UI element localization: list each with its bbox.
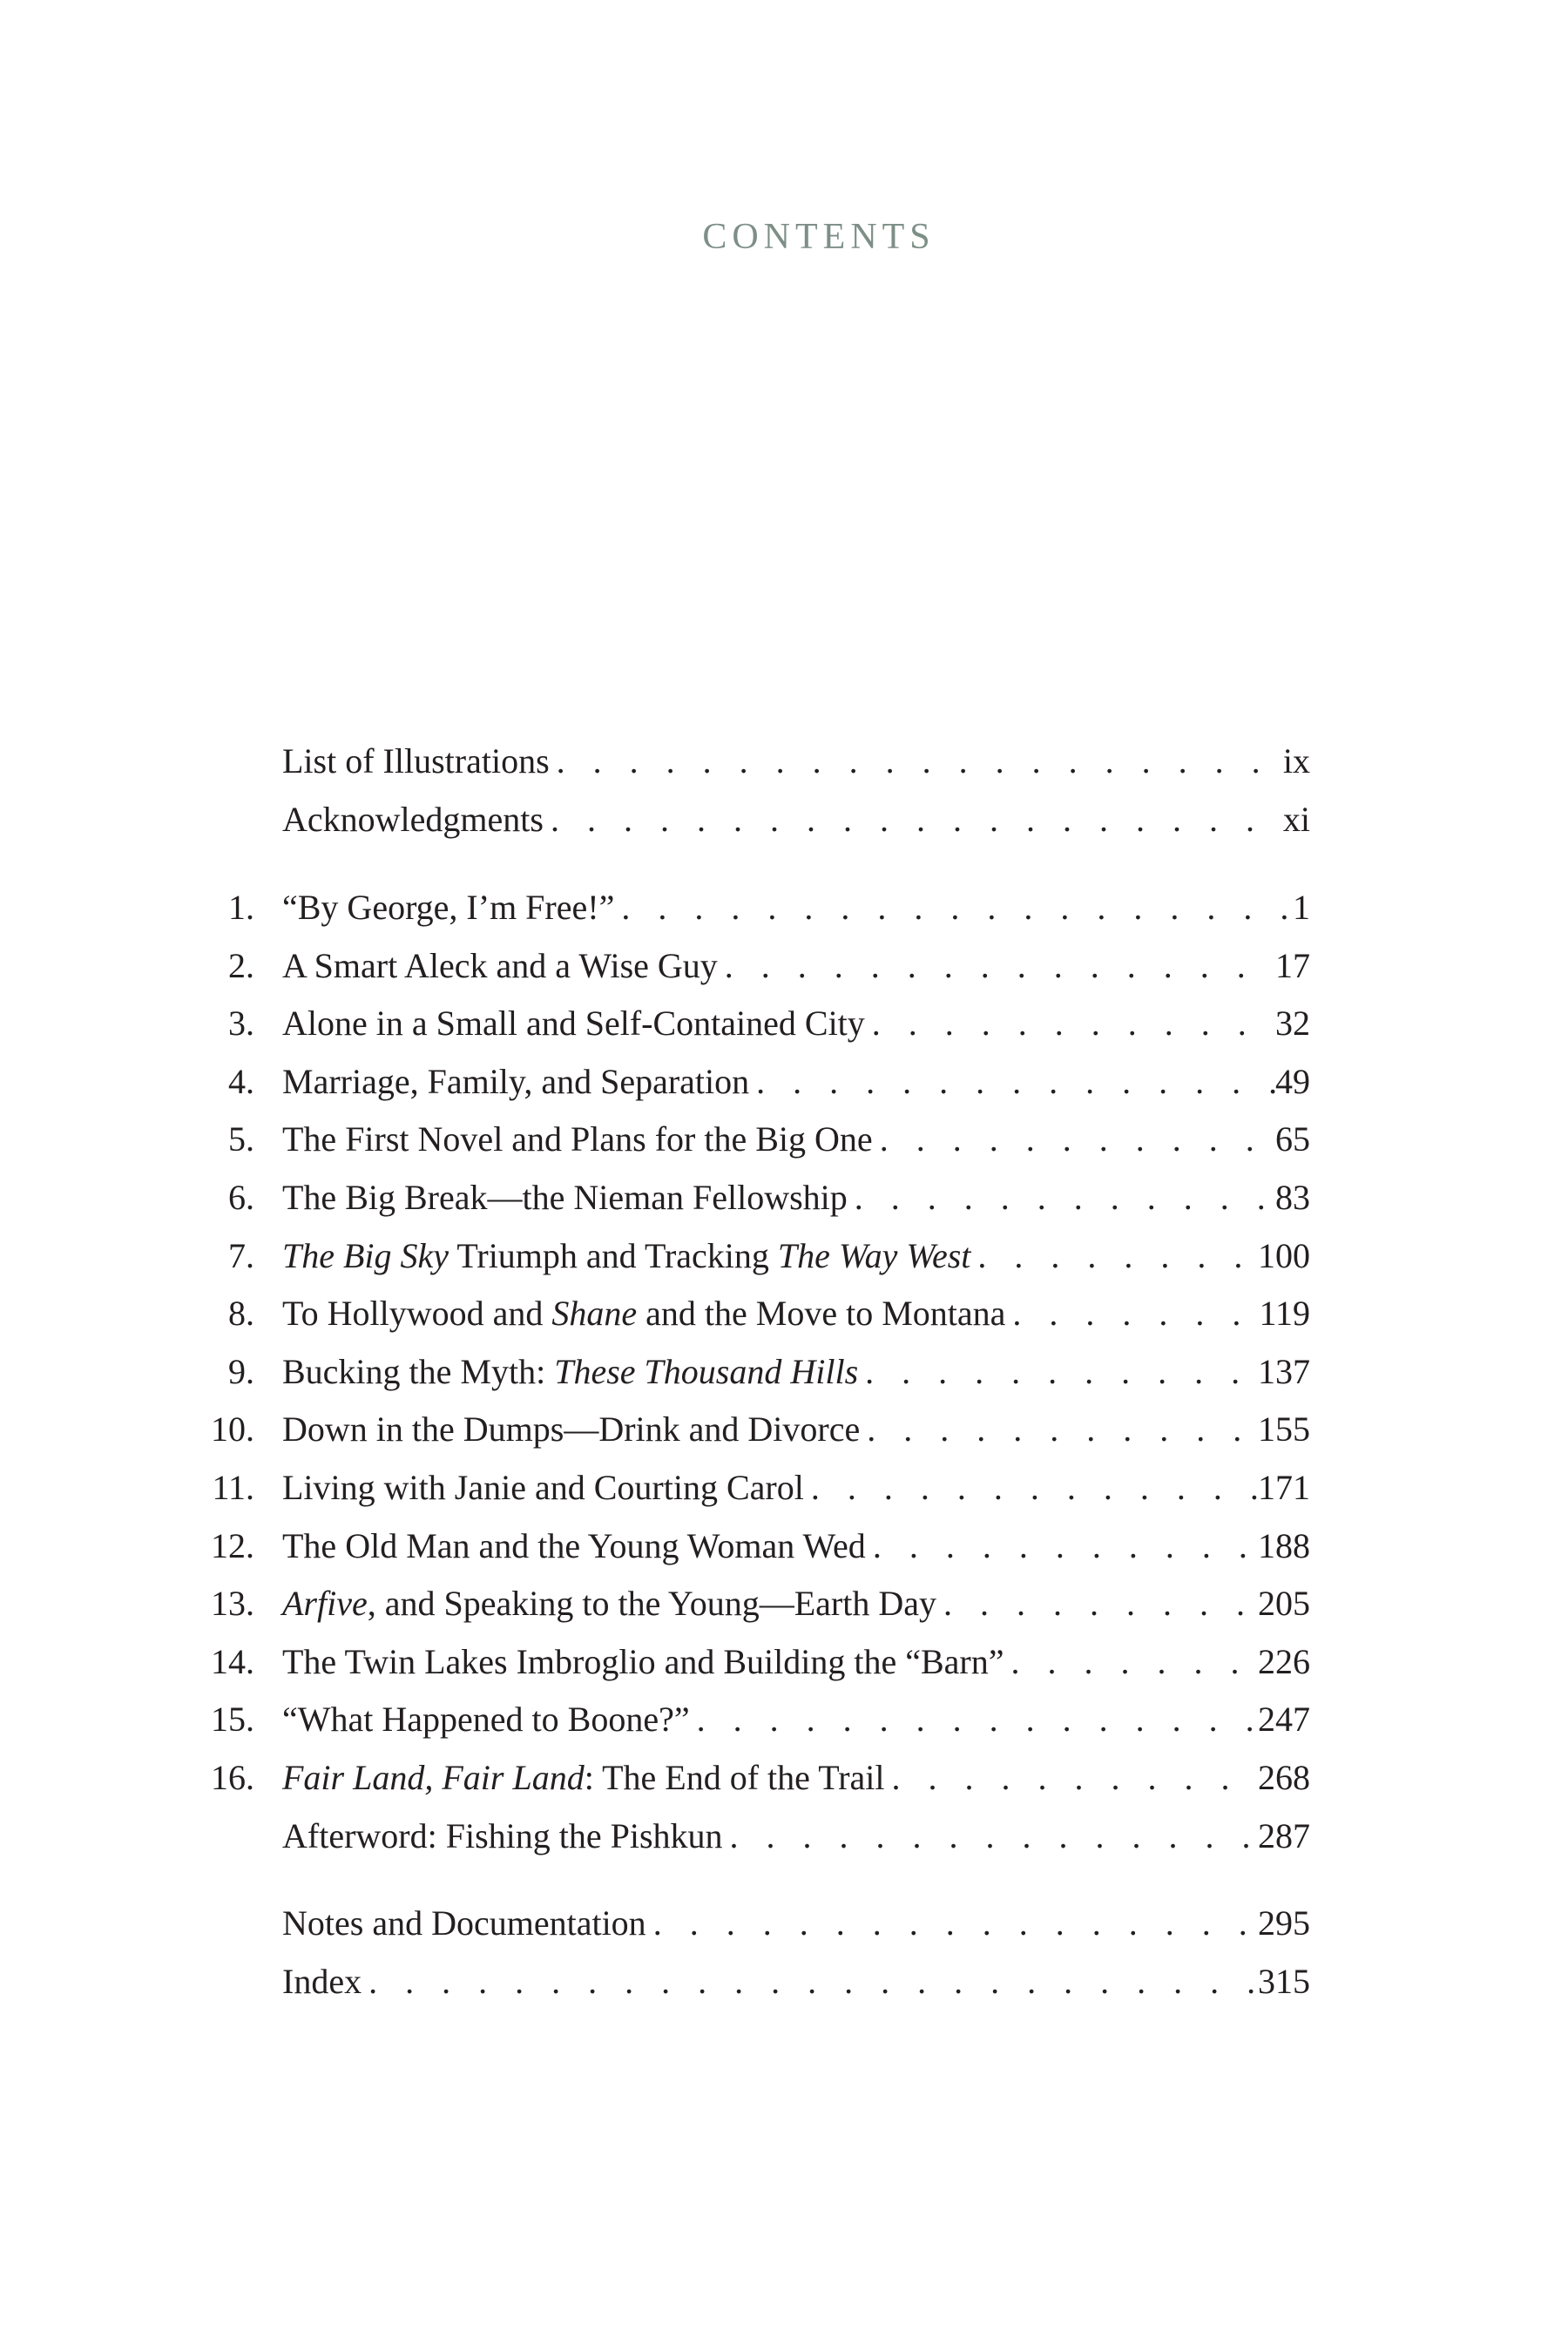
toc-entry[interactable] — [204, 940, 1310, 992]
entry-title-text: Afterword: Fishing the Pishkun — [282, 1816, 723, 1855]
toc-entry[interactable] — [204, 882, 1310, 934]
toc-entry[interactable] — [204, 1056, 1310, 1108]
toc-entry[interactable] — [204, 997, 1310, 1050]
entry-title — [282, 1636, 1004, 1688]
dot-leader — [866, 1520, 1258, 1572]
entry-title-text: “By George, I’m Free!” — [282, 888, 615, 927]
entry-title — [282, 1578, 936, 1630]
entry-title — [282, 1693, 690, 1746]
dot-leader — [544, 794, 1283, 846]
entry-page-number: 295 — [1258, 1903, 1310, 1943]
entry-page-number: 119 — [1259, 1294, 1310, 1333]
toc-entry[interactable] — [204, 1462, 1310, 1514]
entry-title-text: The Twin Lakes Imbroglio and Building the “Barn” — [282, 1642, 1004, 1681]
entry-title — [282, 940, 718, 992]
entry-title-italic: These Thousand Hills — [554, 1352, 859, 1391]
dot-leader — [1005, 1288, 1259, 1340]
entry-number: 9. — [228, 1352, 254, 1391]
entry-title-italic: Shane — [551, 1294, 638, 1333]
entry-title-text: : The End of the Trail — [584, 1758, 885, 1797]
toc-entry[interactable] — [204, 1288, 1310, 1340]
dot-leader — [865, 997, 1275, 1050]
dot-leader — [362, 1956, 1258, 2008]
entry-title-text: Bucking the Myth: — [282, 1352, 555, 1391]
toc-entry[interactable] — [204, 1346, 1310, 1398]
dot-leader — [936, 1578, 1258, 1630]
entry-number: 14. — [211, 1642, 254, 1681]
entry-title-italic: Arfive — [282, 1584, 368, 1623]
dot-leader — [690, 1693, 1258, 1746]
dot-leader — [614, 882, 1293, 934]
dot-leader — [970, 1230, 1258, 1282]
toc-entry[interactable] — [204, 735, 1310, 787]
entry-title — [282, 882, 614, 934]
entry-title-text: To Hollywood and — [282, 1294, 552, 1333]
entry-title — [282, 1346, 858, 1398]
entry-number: 1. — [228, 888, 254, 927]
dot-leader — [804, 1462, 1258, 1514]
entry-title-text: Down in the Dumps—Drink and Divorce — [282, 1409, 861, 1449]
dot-leader — [848, 1172, 1275, 1224]
toc-entry[interactable] — [204, 1693, 1310, 1746]
entry-title-text: The Big Break—the Nieman Fellowship — [282, 1178, 848, 1217]
entry-title — [282, 1956, 362, 2008]
entry-title — [282, 1230, 970, 1282]
entry-title — [282, 1172, 848, 1224]
dot-leader — [860, 1403, 1258, 1456]
entry-page-number: 17 — [1275, 946, 1310, 985]
dot-leader — [885, 1752, 1258, 1804]
dot-leader — [718, 940, 1275, 992]
entry-title-text: Alone in a Small and Self-Contained City — [282, 1004, 865, 1043]
entry-page-number: 83 — [1275, 1178, 1310, 1217]
entry-title — [282, 1403, 860, 1456]
toc-entry[interactable] — [204, 1810, 1310, 1862]
entry-page-number: 205 — [1258, 1584, 1310, 1623]
entry-number: 2. — [228, 946, 254, 985]
entry-page-number: 65 — [1275, 1119, 1310, 1159]
entry-number: 3. — [228, 1004, 254, 1043]
entry-title — [282, 1897, 646, 1950]
entry-title-italic: The Way West — [777, 1236, 971, 1275]
entry-page-number: 226 — [1258, 1642, 1310, 1681]
dot-leader — [550, 735, 1283, 787]
toc-entry[interactable] — [204, 1113, 1310, 1166]
entry-page-number: 32 — [1275, 1004, 1310, 1043]
entry-title — [282, 794, 544, 846]
toc-entry[interactable] — [204, 1230, 1310, 1282]
entry-title-text: and the Move to Montana — [637, 1294, 1006, 1333]
entry-title-text: The Old Man and the Young Woman Wed — [282, 1526, 866, 1565]
toc-entry[interactable] — [204, 1520, 1310, 1572]
entry-title-text: Notes and Documentation — [282, 1903, 646, 1943]
entry-page-number: 1 — [1293, 888, 1310, 927]
entry-title-text: Index — [282, 1962, 362, 2001]
entry-title — [282, 1752, 885, 1804]
entry-title — [282, 1288, 1005, 1340]
entry-title — [282, 1520, 866, 1572]
entry-title — [282, 1462, 804, 1514]
entry-page-number: 315 — [1258, 1962, 1310, 2001]
entry-number: 10. — [211, 1409, 254, 1449]
entry-page-number: 137 — [1258, 1352, 1310, 1391]
entry-title-text: Marriage, Family, and Separation — [282, 1062, 750, 1101]
toc-entry[interactable] — [204, 1752, 1310, 1804]
entry-title-text: , and Speaking to the Young—Earth Day — [367, 1584, 936, 1623]
toc-entry[interactable] — [204, 1636, 1310, 1688]
entry-number: 15. — [211, 1700, 254, 1739]
entry-title-text: Living with Janie and Courting Carol — [282, 1468, 804, 1507]
toc-entry[interactable] — [204, 1956, 1310, 2008]
entry-number: 8. — [228, 1294, 254, 1333]
entry-page-number: ix — [1282, 741, 1310, 781]
entry-page-number: 100 — [1258, 1236, 1310, 1275]
entry-title-italic: Fair Land, Fair Land — [282, 1758, 585, 1797]
toc-entry[interactable] — [204, 794, 1310, 846]
entry-title-text: The First Novel and Plans for the Big One — [282, 1119, 873, 1159]
dot-leader — [873, 1113, 1275, 1166]
entry-page-number: 268 — [1258, 1758, 1310, 1797]
toc-entry[interactable] — [204, 1578, 1310, 1630]
entry-title-text: A Smart Aleck and a Wise Guy — [282, 946, 718, 985]
entry-page-number: 171 — [1258, 1468, 1310, 1507]
entry-page-number: 287 — [1258, 1816, 1310, 1855]
entry-page-number: 247 — [1258, 1700, 1310, 1739]
entry-title-italic: The Big Sky — [282, 1236, 449, 1275]
dot-leader — [749, 1056, 1275, 1108]
entry-page-number: xi — [1282, 800, 1310, 839]
entry-page-number: 155 — [1258, 1409, 1310, 1449]
dot-leader — [723, 1810, 1258, 1862]
entry-number: 6. — [228, 1178, 254, 1217]
toc-entry[interactable] — [204, 1172, 1310, 1224]
entry-title-text: “What Happened to Boone?” — [282, 1700, 690, 1739]
entry-title — [282, 1113, 873, 1166]
entry-number: 11. — [212, 1468, 254, 1507]
entry-number: 4. — [228, 1062, 254, 1101]
entry-title-text: Acknowledgments — [282, 800, 544, 839]
dot-leader — [1004, 1636, 1259, 1688]
toc-entry[interactable] — [204, 1403, 1310, 1456]
entry-number: 13. — [211, 1584, 254, 1623]
entry-number: 7. — [228, 1236, 254, 1275]
entry-title — [282, 997, 865, 1050]
entry-title — [282, 1810, 723, 1862]
entry-page-number: 188 — [1258, 1526, 1310, 1565]
dot-leader — [646, 1897, 1258, 1950]
entry-number: 5. — [228, 1119, 254, 1159]
entry-title — [282, 735, 550, 787]
entry-title — [282, 1056, 749, 1108]
entry-title-text: Triumph and Tracking — [449, 1236, 778, 1275]
toc-entry[interactable] — [204, 1897, 1310, 1950]
entry-page-number: 49 — [1275, 1062, 1310, 1101]
entry-number: 16. — [211, 1758, 254, 1797]
dot-leader — [858, 1346, 1258, 1398]
entry-title-text: List of Illustrations — [282, 741, 550, 781]
entry-number: 12. — [211, 1526, 254, 1565]
page-title: CONTENTS — [702, 217, 936, 257]
